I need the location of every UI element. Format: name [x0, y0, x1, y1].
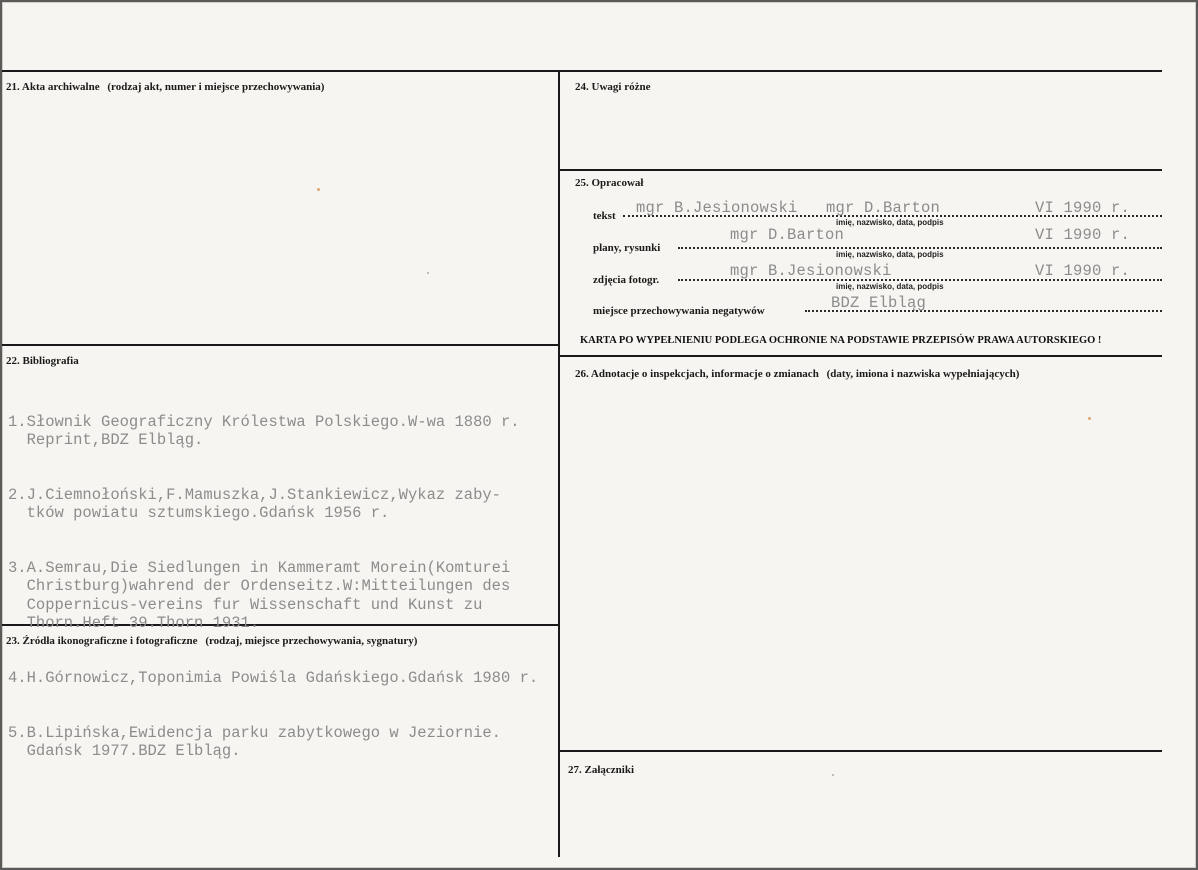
section-26-title: 26. Adnotacje o inspekcjach, informacje o zmianach — [575, 368, 819, 380]
copyright-warning: KARTA PO WYPEŁNIENIU PODLEGA OCHRONIE NA PODSTAWIE PRZEPISÓW PRAWA AUTORSKIEGO ! — [580, 335, 1102, 346]
bibliography-list — [8, 376, 588, 797]
row-plans-dotted-line — [678, 247, 1162, 249]
rule-21-22 — [2, 344, 559, 346]
section-23-heading — [6, 635, 417, 647]
archive-record-card — [2, 2, 1196, 868]
negatives-location-value: BDZ Elbląg — [831, 294, 927, 312]
row-text-label: tekst — [593, 210, 616, 222]
section-26-subtitle: (daty, imiona i nazwiska wypełniających) — [826, 368, 1020, 380]
top-rule — [2, 70, 1162, 72]
bibliography-entry-3: 3.A.Semrau,Die Siedlungen in Kammeramt Morein(Komturei Christburg)wahrend der Ordenseitz.W:Mitteilungen des Coppernicus-vereins fur Wissenschaft und Kunst zu Thorn.Heft 39.Thorn 1931. — [8, 558, 511, 632]
rule-26-27 — [559, 750, 1162, 752]
row-plans-hint: imię, nazwisko, data, podpis — [836, 250, 944, 259]
bibliography-entry-4: 4.H.Górnowicz,Toponimia Powiśla Gdańskiego.Gdańsk 1980 r. — [8, 668, 539, 687]
section-25-heading: 25. Opracował — [575, 177, 644, 189]
row-text-hint: imię, nazwisko, data, podpis — [836, 218, 944, 227]
negatives-location-label: miejsce przechowywania negatywów — [593, 305, 765, 317]
section-26-heading — [575, 368, 1019, 380]
paper-speck — [317, 188, 320, 191]
rule-24-25 — [559, 169, 1162, 171]
row-plans-date: VI 1990 r. — [1035, 226, 1131, 244]
row-plans-label: plany, rysunki — [593, 242, 661, 254]
row-photos-date: VI 1990 r. — [1035, 262, 1131, 280]
section-21-title: 21. Akta archiwalne — [6, 81, 100, 93]
section-24-heading: 24. Uwagi różne — [575, 81, 651, 93]
section-22-heading: 22. Bibliografia — [6, 355, 79, 367]
rule-25-26 — [559, 355, 1162, 357]
section-23-subtitle: (rodzaj, miejsce przechowywania, sygnatury) — [205, 635, 418, 647]
section-23-title: 23. Źródła ikonograficzne i fotograficzne — [6, 635, 198, 647]
row-photos-label: zdjęcia fotogr. — [593, 274, 660, 286]
section-21-heading — [6, 81, 324, 93]
bibliography-entry-1: 1.Słownik Geograficzny Królestwa Polskiego.W-wa 1880 r. Reprint,BDZ Elbląg. — [8, 412, 520, 449]
row-text-date: VI 1990 r. — [1035, 199, 1131, 217]
bibliography-entry-5: 5.B.Lipińska,Ewidencja parku zabytkowego w Jeziornie. Gdańsk 1977.BDZ Elbląg. — [8, 723, 501, 760]
row-photos-value: mgr B.Jesionowski — [730, 262, 892, 280]
paper-speck — [832, 774, 834, 776]
section-27-heading: 27. Załączniki — [568, 764, 635, 776]
bibliography-entry-2: 2.J.Ciemnołoński,F.Mamuszka,J.Stankiewicz,Wykaz zaby- tków powiatu sztumskiego.Gdańsk 1956 r. — [8, 485, 501, 523]
section-21-subtitle: (rodzaj akt, numer i miejsce przechowywania) — [107, 81, 325, 93]
paper-speck — [427, 272, 429, 274]
row-text-value: mgr B.Jesionowski mgr D.Barton — [636, 199, 941, 217]
row-photos-hint: imię, nazwisko, data, podpis — [836, 282, 944, 291]
row-plans-value: mgr D.Barton — [730, 226, 845, 244]
paper-speck — [1088, 417, 1091, 420]
